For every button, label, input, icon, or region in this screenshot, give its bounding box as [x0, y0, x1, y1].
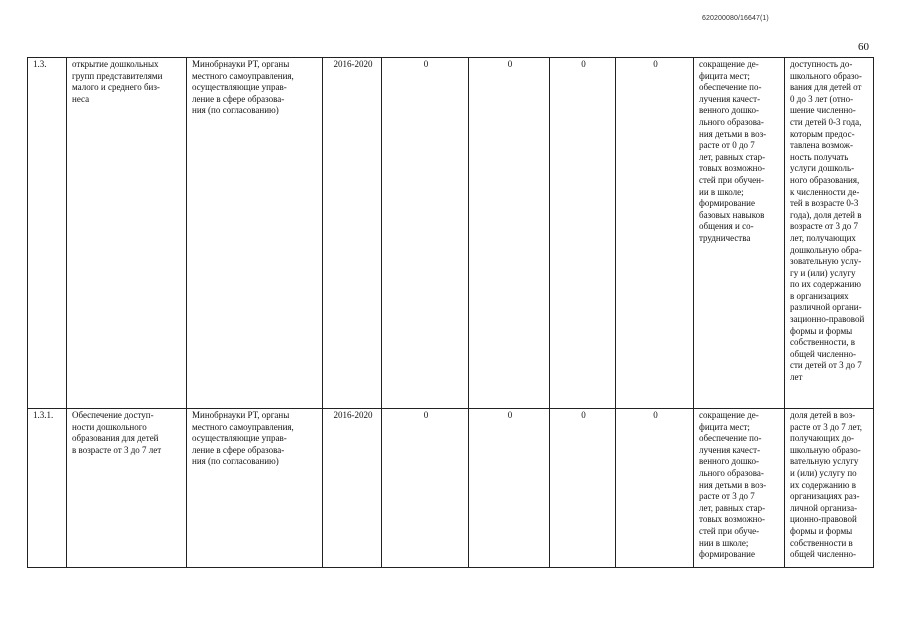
value-1: 0	[382, 58, 469, 409]
indicator: доля детей в воз- расте от 3 до 7 лет, получающих до- школьную образо- вательную услугу и (или) услугу по их содержанию в организациях раз- личной организа- ционно-правовой формы и формы собственности в общей численно-	[785, 409, 874, 568]
expected-result: сокращение де- фицита мест; обеспечение по- лучения качест- венного дошко- льного образова- ния детьми в воз- расте от 0 до 7 лет, равных стар- товых возможно- стей при обучен- ии в школе; формирование базовых навыков общения и со- трудничества	[694, 58, 785, 409]
value-3: 0	[550, 58, 616, 409]
row-number: 1.3.1.	[28, 409, 67, 568]
page-number: 60	[858, 41, 869, 53]
row-number: 1.3.	[28, 58, 67, 409]
value-4: 0	[616, 58, 694, 409]
expected-result: сокращение де- фицита мест; обеспечение по- лучения качест- венного дошко- льного образова- ния детьми в воз- расте от 3 до 7 лет, равных стар- товых возможно- стей при обуче- нии в школе; формирование	[694, 409, 785, 568]
value-2: 0	[469, 58, 550, 409]
period: 2016-2020	[323, 409, 382, 568]
measure-name: открытие дошкольных групп представителями малого и среднего биз- неса	[67, 58, 187, 409]
table-row	[28, 58, 874, 409]
period: 2016-2020	[323, 58, 382, 409]
measure-name: Обеспечение доступ- ности дошкольного образования для детей в возрасте от 3 до 7 лет	[67, 409, 187, 568]
executor: Минобрнауки РТ, органы местного самоуправления, осуществляющие управ- ление в сфере образова- ния (по согласованию)	[187, 58, 323, 409]
value-1: 0	[382, 409, 469, 568]
document-id: 620200080/16647(1)	[702, 15, 769, 22]
value-3: 0	[550, 409, 616, 568]
value-4: 0	[616, 409, 694, 568]
table-row	[28, 409, 874, 568]
indicator: доступность до- школьного образо- вания для детей от 0 до 3 лет (отно- шение численно- сти детей 0-3 года, которым предос- тавлена возмож- ность получать услуги дошколь- ного образования, к численности де- тей в возрасте 0-3 года), доля детей в возрасте от 3 до 7 лет, получающих дошкольную обра- зовательную услу- гу и (или) услугу по их содержанию в организациях различной органи- зационно-правовой формы и формы собственности, в общей численно- сти детей от 3 до 7 лет	[785, 58, 874, 409]
program-table	[27, 57, 874, 568]
executor: Минобрнауки РТ, органы местного самоуправления, осуществляющие управ- ление в сфере образова- ния (по согласованию)	[187, 409, 323, 568]
value-2: 0	[469, 409, 550, 568]
